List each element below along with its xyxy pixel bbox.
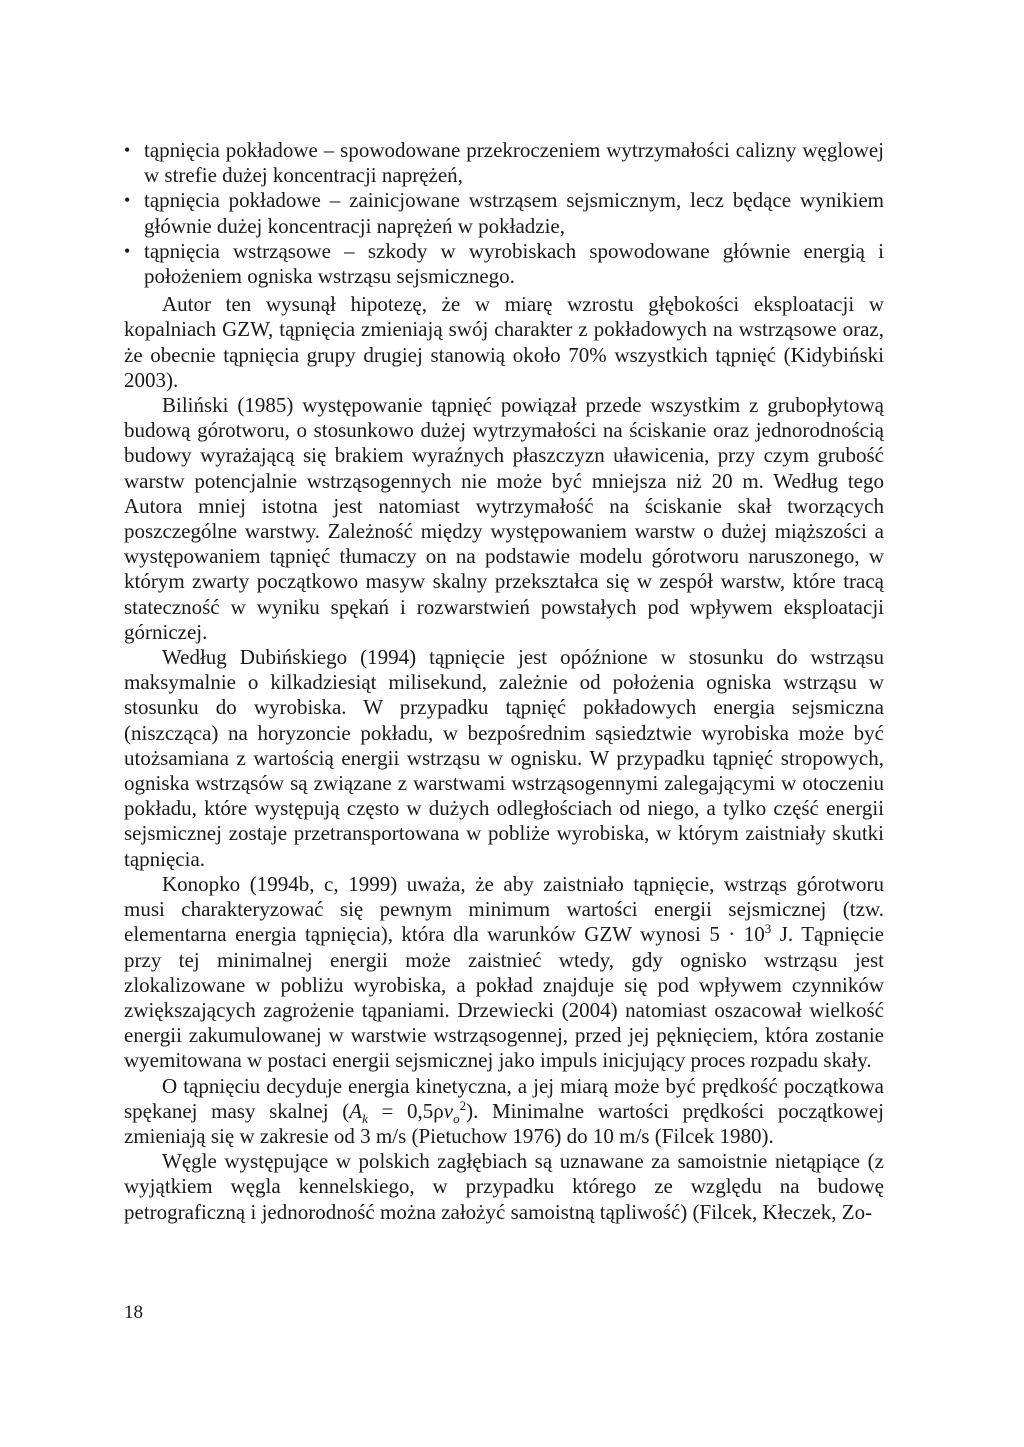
formula-text: = 0,5ρ	[367, 1098, 444, 1123]
bullet-text: tąpnięcia pokładowe – zainicjowane wstrząsem sejsmicznym, lecz będące wynikiem głównie dużej koncentracji naprężeń w pokładzie,	[144, 188, 884, 238]
paragraph-text: J. Tąpnięcie przy tej minimalnej energii może zaistnieć wtedy, gdy ognisko wstrząsu jest zlokalizowane w pobliżu wyrobiska, a pokład znajduje się pod wpływem czynników zwiększających zagrożenie tąpaniami. Drzewiecki (2004) natomiast oszacował wielkość energii zakumulowanej w warstwie wstrząsogennej, przed jej pęknięciem, która zostanie wyemitowana w postaci energii sejsmicznej jako impuls inicjujący proces rozpadu skały.	[124, 922, 885, 1073]
bullet-list	[124, 138, 884, 289]
formula-symbol: A	[349, 1098, 363, 1123]
paragraph-text: O tąpnięciu decyduje energia kinetyczna, a jej miarą może być prędkość początkowa spękanej masy skalnej (	[124, 1073, 884, 1123]
exponent: 2	[459, 1097, 467, 1113]
list-item	[124, 239, 884, 289]
list-item	[124, 188, 884, 238]
paragraph	[124, 1074, 884, 1150]
paragraph: Biliński (1985) występowanie tąpnięć powiązał przede wszystkim z grubopłytową budową górotworu, o stosunkowo dużej wytrzymałości na ściskanie oraz jednorodnością budowy wyrażającą się brakiem wyraźnych płaszczyzn uławicenia, przy czym grubość warstw potencjalnie wstrząsogennych nie może być mniejsza niż 20 m. Według tego Autora mniej istotna jest natomiast wytrzymałość na ściskanie skał tworzących poszczególne warstwy. Zależność między występowaniem warstw o dużej miąższości a występowaniem tąpnięć tłumaczy on na podstawie modelu górotworu naruszonego, w którym zwarty początkowo masyw skalny przekształca się w zespół warstw, które tracą stateczność w wyniku spękań i rozwarstwień powstałych pod wpływem eksploatacji górniczej.	[124, 393, 884, 644]
exponent: 3	[764, 921, 772, 937]
page-number: 18	[124, 1302, 143, 1323]
paragraph: Według Dubińskiego (1994) tąpnięcie jest opóźnione w stosunku do wstrząsu maksymalnie o kilkadziesiąt milisekund, zależnie od położenia ogniska wstrząsu w stosunku do wyrobiska. W przypadku tąpnięć pokładowych energia sejsmiczna (niszcząca) na horyzoncie pokładu, w bezpośrednim sąsiedztwie wyrobiska może być utożsamiana z wartością energii wstrząsu w ognisku. W przypadku tąpnięć stropowych, ogniska wstrząsów są związane z warstwami wstrząsogennymi zalegającymi w otoczeniu pokładu, które występują często w dużych odległościach od niego, a tylko część energii sejsmicznej zostaje przetransportowana w pobliże wyrobiska, w którym zaistniały skutki tąpnięcia.	[124, 645, 884, 871]
paragraph-text: Konopko (1994b, c, 1999) uważa, że aby zaistniało tąpnięcie, wstrząs górotworu musi charakteryzować się pewnym minimum wartości energii sejsmicznej (tzw. elementarna energia tąpnięcia), która dla warunków GZW wynosi 5 · 10	[124, 871, 884, 947]
page-body	[124, 138, 884, 1225]
bullet-icon: •	[124, 140, 131, 160]
formula-symbol: v	[443, 1098, 454, 1123]
formula-symbol: o	[453, 1110, 460, 1126]
bullet-text: tąpnięcia wstrząsowe – szkody w wyrobiskach spowodowane głównie energią i położeniem ogniska wstrząsu sejsmicznego.	[144, 238, 884, 289]
bullet-icon: •	[124, 190, 131, 211]
bullet-text: tąpnięcia pokładowe – spowodowane przekroczeniem wytrzymałości calizny węglowej w strefie dużej koncentracji naprężeń,	[144, 138, 884, 188]
paragraph: Autor ten wysunął hipotezę, że w miarę wzrostu głębokości eksploatacji w kopalniach GZW, tąpnięcia zmieniają swój charakter z pokładowych na wstrząsowe oraz, że obecnie tąpnięcia grupy drugiej stanowią około 70% wszystkich tąpnięć (Kidybiński 2003).	[124, 292, 884, 392]
formula-symbol: k	[362, 1110, 368, 1126]
bullet-icon: •	[124, 240, 131, 261]
paragraph	[124, 872, 884, 1074]
paragraph: Węgle występujące w polskich zagłębiach są uznawane za samoistnie nietąpiące (z wyjątkiem węgla kennelskiego, w przypadku którego ze względu na budowę petrograficzną i jednorodność można założyć samoistną tąpliwość) (Filcek, Kłeczek, Zo-	[124, 1149, 884, 1224]
list-item	[124, 138, 884, 188]
paragraph-text: ). Minimalne wartości prędkości początkowej zmieniają się w zakresie od 3 m/s (Pietuchow 1976) do 10 m/s (Filcek 1980).	[124, 1098, 884, 1148]
